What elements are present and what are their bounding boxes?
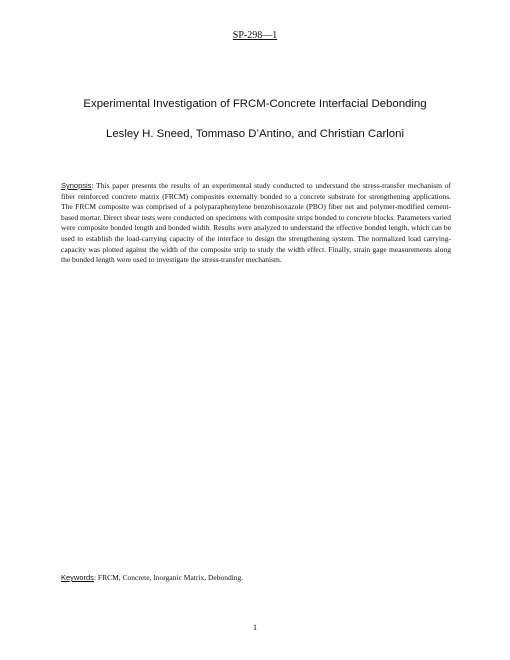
synopsis-paragraph [61,181,451,266]
synopsis-text: : This paper presents the results of an experimental study conducted to understand the stress-transfer mechanism of fiber reinforced concrete matrix (FRCM) composites externally bonded to a concrete substrate for strengthening applications. The FRCM composite was comprised of a polyparaphenylene benzobisoxazole (PBO) fiber net and polymer-modified cement-based mortar. Direct shear tests were conducted on specimens with composite strips bonded to concrete blocks. Parameters varied were composite bonded length and bonded width. Results were analyzed to understand the effective bonded length, which can be used to establish the load-carrying capacity of the interface to design the strengthening system. The normalized load carrying-capacity was plotted against the width of the composite strip to study the width effect. Finally, strain gage measurements along the bonded length were used to investigate the stress-transfer mechanism. [61,181,451,265]
synopsis-label: Synopsis [61,181,92,190]
page-number: 1 [252,622,258,632]
author-list: Lesley H. Sneed, Tommaso D’Antino, and Christian Carloni [106,128,404,140]
paper-id-header: SP-298—1 [232,30,278,41]
keywords-line [61,573,451,582]
keywords-text: : FRCM, Concrete, Inorganic Matrix, Debonding. [93,573,244,582]
paper-title: Experimental Investigation of FRCM-Concrete Interfacial Debonding [83,98,427,110]
keywords-label: Keywords [61,573,94,582]
